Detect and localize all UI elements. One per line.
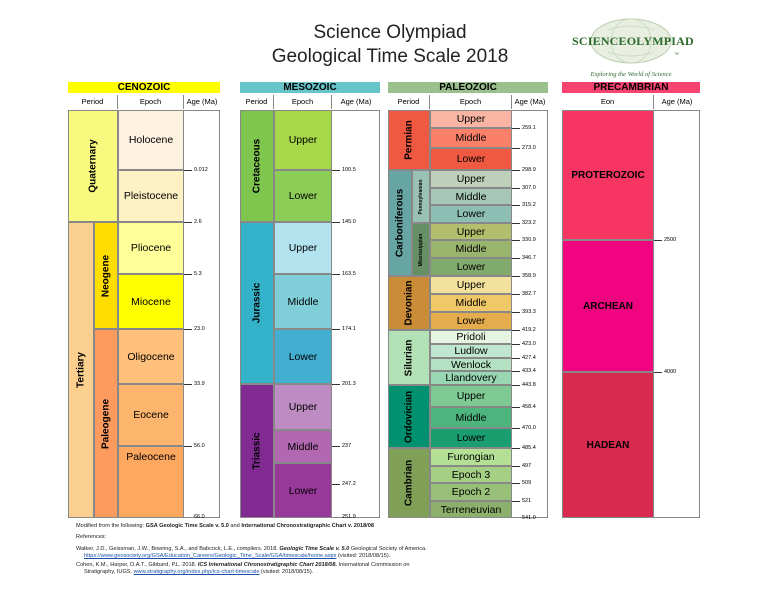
period-devonian [388,276,430,330]
age-label: 382.7 [522,291,536,297]
age-label: 427.4 [522,355,536,361]
period-label: Cretaceous [251,138,263,194]
age-label: 541.0 [522,515,536,521]
age-label: 56.0 [194,443,205,449]
age-tick [184,274,192,275]
age-label: 145.0 [342,219,356,225]
epoch-upper-mississippian: Upper [430,223,512,240]
period-cambrian [388,448,430,518]
period-label: Triassic [251,432,263,470]
age-tick [512,428,520,429]
age-label: 419.2 [522,327,536,333]
cenozoic-col-age: Age (Ma) [184,95,220,109]
page-title: Science Olympiad [313,22,467,43]
period-label: Silurian [403,339,415,376]
ref1-title: Geologic Time Scale v. 5.0 [279,546,350,552]
age-tick [512,276,520,277]
ref2-stratigraphy: Stratigraphy, IUGS. [84,569,134,575]
age-tick [512,358,520,359]
subperiod-label: Pennsylvanian [418,178,424,215]
period-paleogene [94,329,118,518]
age-label: 307.0 [522,185,536,191]
age-tick [184,222,192,223]
ref1-link[interactable]: https://www.geosociety.org/GSA/Education_Careers/Geologic_Time_Scale/GSA/timescale/home.aspx [84,553,337,559]
age-label: 237 [342,443,352,449]
ref2-visited: (visited: 2018/08/15). [259,569,314,575]
epoch-middle-mississippian: Middle [430,240,512,258]
footer-gsa-title: GSA Geologic Time Scale v. 5.0 [145,523,229,529]
age-label: 521 [522,498,532,504]
epoch-middle-permian: Middle [430,128,512,148]
age-label: 315.2 [522,202,536,208]
age-tick [512,294,520,295]
ref1-authors: Walker, J.D., Geissman, J.W., Bowring, S.A., and Babcock, L.E., compilers. 2018. [76,546,280,552]
age-label: 0.012 [194,167,208,173]
epoch-oligocene: Oligocene [118,329,184,384]
age-label: 5.3 [194,271,202,277]
age-label: 330.9 [522,237,536,243]
age-tick [512,385,520,386]
epoch-middle-jurassic: Middle [274,274,332,329]
age-tick [512,223,520,224]
period-label: Carboniferous [394,188,406,258]
epoch-lower-permian: Lower [430,148,512,170]
paleozoic-header: PALEOZOIC [388,82,548,93]
age-tick [512,258,520,259]
period-carboniferous [388,170,412,276]
footer-ref1-link-line [84,553,390,559]
age-label: 497 [522,463,532,469]
period-neogene [94,222,118,329]
epoch-lower-pennsylvanian: Lower [430,205,512,223]
age-tick [512,205,520,206]
period-quaternary [68,110,118,222]
age-tick [512,344,520,345]
paleozoic-col-age: Age (Ma) [512,95,548,109]
age-label: 346.7 [522,255,536,261]
epoch-upper-ordovician: Upper [430,385,512,407]
footer-ics-title: International Chronostratigraphic Chart v. 2018/08 [241,523,374,529]
period-label: Cambrian [403,459,415,507]
epoch-lower-cretaceous: Lower [274,170,332,222]
epoch-3: Epoch 3 [430,466,512,483]
age-label: 66.0 [194,514,205,520]
subperiod-label: Mississippian [418,233,424,266]
epoch-lower-ordovician: Lower [430,428,512,448]
age-tick [332,446,340,447]
period-silurian [388,330,430,385]
ref2-authors: Cohen, K.M., Harper, D.A.T., Gibbard, P.L. 2018. [76,562,198,568]
age-label: 470.0 [522,425,536,431]
age-tick [512,501,520,502]
cenozoic-header: CENOZOIC [68,82,220,93]
epoch-middle-triassic: Middle [274,430,332,463]
age-tick [512,240,520,241]
age-tick [512,466,520,467]
period-label: Tertiary [75,352,87,388]
cenozoic-col-period: Period [68,95,118,109]
epoch-miocene: Miocene [118,274,184,329]
age-label: 23.0 [194,326,205,332]
age-label: 273.0 [522,145,536,151]
age-tick [512,188,520,189]
age-tick [184,170,192,171]
subperiod-pennsylvanian [412,170,430,223]
epoch-pliocene: Pliocene [118,222,184,274]
age-tick [332,222,340,223]
age-tick [512,170,520,171]
period-tertiary [68,222,94,518]
age-label: 174.1 [342,326,356,332]
epoch-lower-jurassic: Lower [274,329,332,384]
period-jurassic [240,222,274,384]
period-label: Quaternary [87,139,99,193]
age-label: 163.5 [342,271,356,277]
mesozoic-col-age: Age (Ma) [332,95,380,109]
epoch-terreneuvian: Terreneuvian [430,501,512,518]
age-label: 33.9 [194,381,205,387]
age-tick [512,128,520,129]
age-label: 323.2 [522,220,536,226]
age-tick [332,329,340,330]
age-label: 247.2 [342,481,356,487]
epoch-ludlow: Ludlow [430,344,512,358]
epoch-2: Epoch 2 [430,483,512,501]
epoch-eocene: Eocene [118,384,184,446]
epoch-middle-pennsylvanian: Middle [430,188,512,205]
age-label: 423.0 [522,341,536,347]
period-triassic [240,384,274,518]
paleozoic-col-epoch: Epoch [430,95,512,109]
age-tick [512,483,520,484]
age-label: 433.4 [522,368,536,374]
epoch-upper-jurassic: Upper [274,222,332,274]
epoch-upper-pennsylvanian: Upper [430,170,512,188]
ref1-publisher: Geological Society of America. [349,546,427,552]
period-label: Neogene [100,254,112,297]
subperiod-mississippian [412,223,430,276]
epoch-llandovery: Llandovery [430,371,512,385]
age-label: 2500 [664,237,677,243]
ref2-publisher: International Commission on [337,562,410,568]
epoch-upper-permian: Upper [430,110,512,128]
period-label: Permian [403,120,415,160]
footer-modified [76,523,374,529]
footer-ref1 [76,546,427,552]
age-tick [512,148,520,149]
eon-proterozoic: PROTEROZOIC [562,110,654,240]
epoch-wenlock: Wenlock [430,358,512,371]
logo-text: SCIENCEOLYMPIAD [572,34,694,48]
age-label: 100.5 [342,167,356,173]
age-tick [332,274,340,275]
age-tick [512,312,520,313]
age-label: 298.9 [522,167,536,173]
epoch-lower-triassic: Lower [274,463,332,518]
mesozoic-header: MESOZOIC [240,82,380,93]
age-tick [184,329,192,330]
epoch-pridoli: Pridoli [430,330,512,344]
science-olympiad-logo [568,14,694,84]
age-label: 443.8 [522,382,536,388]
epoch-middle-ordovician: Middle [430,407,512,428]
epoch-upper-cretaceous: Upper [274,110,332,170]
epoch-upper-triassic: Upper [274,384,332,430]
ref2-title: ICS International Chronostratigraphic Chart 2018/08. [197,562,338,568]
age-tick [332,484,340,485]
epoch-furongian: Furongian [430,448,512,466]
mesozoic-col-period: Period [240,95,274,109]
precambrian-col-eon: Eon [562,95,654,109]
epoch-paleocene: Paleocene [118,446,184,518]
logo-trademark: ™ [674,52,679,58]
eon-hadean: HADEAN [562,372,654,518]
mesozoic-age-column [332,110,380,518]
period-permian [388,110,430,170]
age-label: 393.3 [522,309,536,315]
epoch-middle-devonian: Middle [430,294,512,312]
age-label: 201.3 [342,381,356,387]
period-label: Ordovician [403,390,415,443]
logo-tagline: Exploring the World of Science [590,71,672,78]
age-tick [184,384,192,385]
period-label: Paleogene [100,398,112,449]
age-tick [184,446,192,447]
age-tick [512,330,520,331]
eon-archean: ARCHEAN [562,240,654,372]
age-label: 251.9 [342,514,356,520]
footer-modified-and: and [228,523,242,529]
age-label: 4000 [664,369,677,375]
cenozoic-col-epoch: Epoch [118,95,184,109]
epoch-upper-devonian: Upper [430,276,512,294]
age-tick [512,448,520,449]
mesozoic-col-epoch: Epoch [274,95,332,109]
age-tick [654,240,662,241]
paleozoic-col-period: Period [388,95,430,109]
footer-modified-prefix: Modified from the following: [76,523,146,529]
age-tick [512,407,520,408]
age-label: 2.6 [194,219,202,225]
epoch-lower-devonian: Lower [430,312,512,330]
age-tick [654,372,662,373]
precambrian-col-age: Age (Ma) [654,95,700,109]
age-label: 485.4 [522,445,536,451]
ref2-link[interactable]: www.stratigraphy.org/index.php/ics-chart-timescale [133,569,260,575]
epoch-pleistocene: Pleistocene [118,170,184,222]
epoch-holocene: Holocene [118,110,184,170]
age-tick [332,170,340,171]
ref1-visited: (visited: 2018/08/15). [336,553,391,559]
age-tick [512,371,520,372]
age-label: 509 [522,480,532,486]
age-tick [332,384,340,385]
epoch-lower-mississippian: Lower [430,258,512,276]
age-label: 458.4 [522,404,536,410]
footer-ref2 [76,562,410,568]
age-label: 259.1 [522,125,536,131]
period-cretaceous [240,110,274,222]
age-label: 358.9 [522,273,536,279]
precambrian-header: PRECAMBRIAN [562,82,700,93]
page-subtitle: Geological Time Scale 2018 [271,46,509,67]
footer-references-heading: References: [76,534,107,540]
period-ordovician [388,385,430,448]
precambrian-age-column [654,110,700,518]
period-label: Devonian [403,280,415,326]
footer-ref2-link-line [84,569,313,575]
period-label: Jurassic [251,282,263,324]
